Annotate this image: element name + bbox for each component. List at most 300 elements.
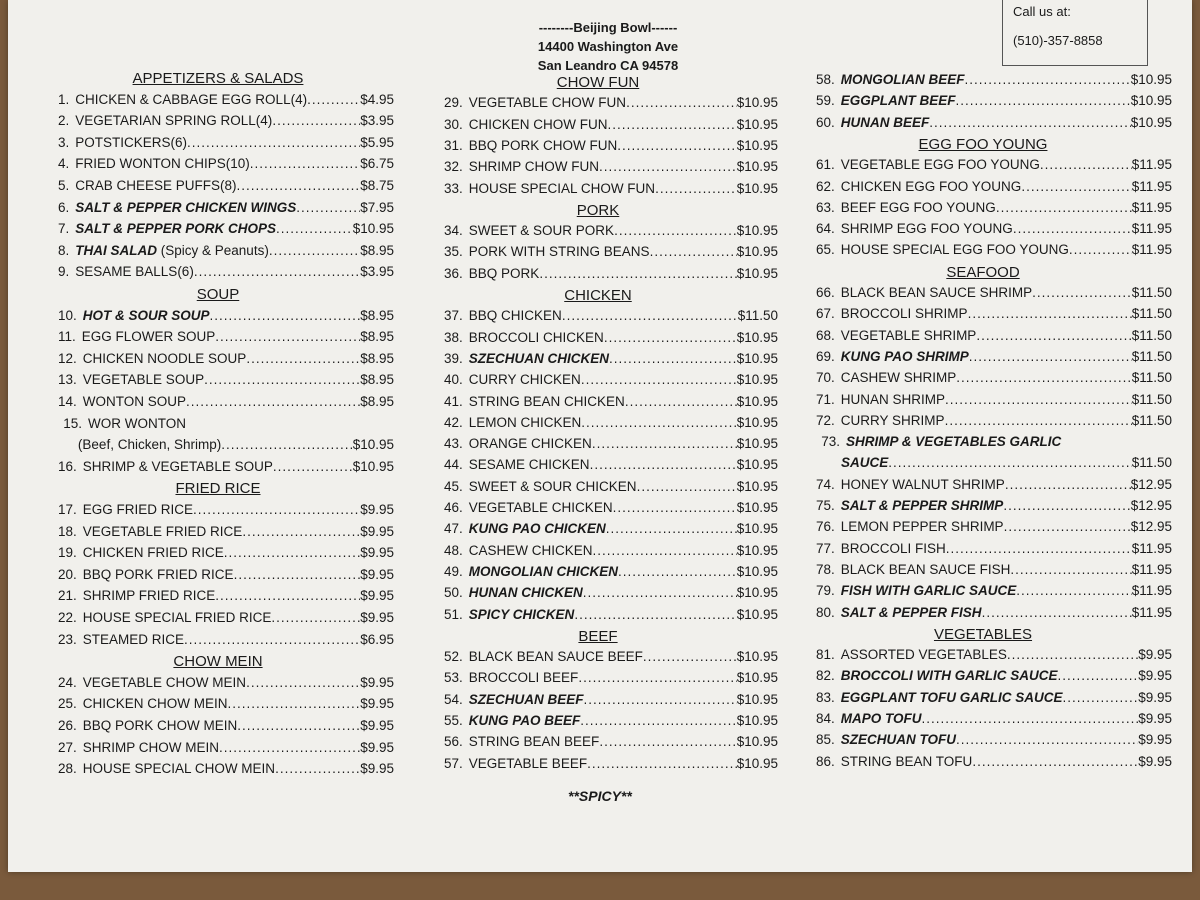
menu-item <box>816 242 1172 257</box>
item-number: 21. <box>58 588 77 604</box>
item-number: 65. <box>816 242 835 258</box>
item-number: 80. <box>816 604 835 620</box>
item-name: SZECHUAN TOFU <box>840 732 957 748</box>
dot-leader <box>574 607 736 622</box>
item-price: $10.95 <box>736 159 778 175</box>
item-name: HUNAN BEEF <box>840 114 930 130</box>
item-price: $11.50 <box>1131 412 1172 428</box>
item-name: VEGETABLE CHOW MEIN <box>82 674 247 690</box>
item-price: $10.95 <box>1130 114 1172 130</box>
section-title: BEEF <box>578 627 618 645</box>
item-name: MONGOLIAN CHICKEN <box>468 563 619 579</box>
menu-item <box>58 437 394 452</box>
dot-leader <box>296 200 360 215</box>
item-name: BROCCOLI CHICKEN <box>468 329 604 345</box>
menu-item <box>816 115 1172 130</box>
dot-leader <box>956 370 1131 385</box>
menu-item <box>816 72 1172 87</box>
menu-item <box>444 181 778 196</box>
menu-item <box>58 113 394 128</box>
menu-item <box>58 243 394 258</box>
item-name: CURRY CHICKEN <box>468 372 581 388</box>
item-name: CHICKEN EGG FOO YOUNG <box>840 178 1022 194</box>
item-number: 16. <box>58 458 77 474</box>
dot-leader <box>1069 242 1132 257</box>
item-name: SZECHUAN BEEF <box>468 691 584 707</box>
item-number: 51. <box>444 606 463 622</box>
item-number: 49. <box>444 563 463 579</box>
menu-item <box>58 740 394 755</box>
dot-leader <box>215 329 360 344</box>
menu-item <box>58 200 394 215</box>
dot-leader <box>307 92 360 107</box>
dot-leader <box>637 479 737 494</box>
item-name: SHRIMP & VEGETABLES GARLIC <box>846 434 1062 450</box>
section-title: CHOW FUN <box>556 74 640 91</box>
item-price: $11.95 <box>1131 221 1172 237</box>
dot-leader <box>1021 179 1131 194</box>
menu-item <box>444 244 778 259</box>
menu-item <box>816 562 1172 577</box>
item-price: $10.95 <box>736 137 778 153</box>
dot-leader <box>614 223 737 238</box>
item-name: BLACK BEAN SAUCE BEEF <box>468 649 643 665</box>
item-number: 64. <box>816 221 835 237</box>
dot-leader <box>219 740 360 755</box>
item-price: $11.95 <box>1131 199 1172 215</box>
item-price: $8.95 <box>360 307 394 323</box>
item-number: 54. <box>444 691 463 707</box>
item-number: 35. <box>444 244 463 260</box>
item-price: $12.95 <box>1130 498 1172 513</box>
item-name: STRING BEAN CHICKEN <box>468 393 625 409</box>
dot-leader <box>968 306 1132 321</box>
menu-item <box>444 223 778 238</box>
item-price: $10.95 <box>736 542 778 558</box>
address-line-1: 14400 Washington Ave <box>537 39 679 54</box>
menu-item <box>444 734 778 749</box>
item-price: $6.75 <box>360 156 394 172</box>
item-price: $10.95 <box>736 606 778 622</box>
dot-leader <box>237 718 360 733</box>
item-name: FISH WITH GARLIC SAUCE <box>840 583 1017 599</box>
item-number: 59. <box>816 93 835 109</box>
menu-item <box>444 564 778 579</box>
item-number: 22. <box>58 610 77 625</box>
item-name: EGG FLOWER SOUP <box>81 329 216 345</box>
item-price: $5.95 <box>360 134 394 150</box>
item-price: $10.95 <box>736 585 778 601</box>
menu-item <box>58 524 394 539</box>
item-price: $9.95 <box>360 696 394 712</box>
item-price: $9.95 <box>360 610 394 625</box>
item-number: 17. <box>58 502 77 517</box>
item-number: 37. <box>444 308 463 324</box>
item-name: FRIED WONTON CHIPS(10) <box>75 156 250 172</box>
section-title: SEAFOOD <box>946 263 1020 281</box>
item-price: $11.50 <box>1131 370 1172 386</box>
menu-item <box>444 457 778 472</box>
item-price: $9.95 <box>360 588 394 604</box>
dot-leader <box>1058 668 1139 683</box>
dot-leader <box>626 95 737 110</box>
item-number: 12. <box>58 350 77 366</box>
item-name: WOR WONTON <box>88 415 186 431</box>
item-name: CRAB CHEESE PUFFS(8) <box>75 178 237 193</box>
item-name: CHICKEN FRIED RICE <box>82 545 224 561</box>
dot-leader <box>996 200 1132 215</box>
dot-leader <box>578 670 736 685</box>
dot-leader <box>184 632 360 647</box>
item-price: $11.50 <box>1131 348 1172 364</box>
item-name: SALT & PEPPER CHICKEN WINGS <box>75 199 297 215</box>
dot-leader <box>246 675 360 690</box>
item-name: SALT & PEPPER FISH <box>840 604 982 620</box>
item-name: SHRIMP EGG FOO YOUNG <box>840 221 1013 237</box>
item-price: $10.95 <box>736 734 778 750</box>
item-price: $10.95 <box>736 95 778 111</box>
dot-leader <box>1004 519 1131 534</box>
dot-leader <box>599 734 736 749</box>
menu-item <box>444 372 778 387</box>
menu-item <box>58 221 394 236</box>
dot-leader <box>888 455 1131 470</box>
item-number: 2. <box>58 113 70 129</box>
item-number: 5. <box>58 178 70 193</box>
item-number: 41. <box>444 393 463 409</box>
item-name: BBQ PORK <box>468 265 540 281</box>
item-price: $11.50 <box>1131 391 1172 407</box>
menu-item <box>816 519 1172 534</box>
menu-item <box>444 95 778 110</box>
section-title: EGG FOO YOUNG <box>918 135 1048 153</box>
item-price: $8.95 <box>360 329 394 345</box>
restaurant-header <box>478 18 738 75</box>
item-name: HOUSE SPECIAL CHOW MEIN <box>82 761 276 777</box>
item-name: SPICY CHICKEN <box>468 606 575 622</box>
item-price: $10.95 <box>736 500 778 515</box>
item-name: SWEET & SOUR PORK <box>468 223 615 239</box>
item-name: HOUSE SPECIAL EGG FOO YOUNG <box>840 242 1069 258</box>
item-number: 62. <box>816 178 835 194</box>
item-price: $6.95 <box>360 631 394 647</box>
item-name: BROCCOLI SHRIMP <box>840 306 968 322</box>
item-price: $11.50 <box>1131 306 1172 322</box>
item-price: $9.95 <box>1138 647 1172 663</box>
item-name: HOUSE SPECIAL CHOW FUN <box>468 180 656 196</box>
dot-leader <box>539 266 736 281</box>
item-price: $3.95 <box>360 113 394 129</box>
menu-item <box>58 372 394 387</box>
item-number: 82. <box>816 668 835 684</box>
dot-leader <box>583 585 737 600</box>
item-name: BLACK BEAN SAUCE FISH <box>840 561 1011 577</box>
dot-leader <box>655 181 737 196</box>
spicy-note: **SPICY** <box>568 788 632 804</box>
item-number: 83. <box>816 689 835 705</box>
dot-leader <box>946 541 1132 556</box>
item-number: 1. <box>58 91 70 107</box>
dot-leader <box>650 244 737 259</box>
dot-leader <box>956 93 1131 108</box>
item-name: SESAME CHICKEN <box>468 457 590 473</box>
menu-item <box>444 394 778 409</box>
item-price: $9.95 <box>360 566 394 582</box>
item-number: 24. <box>58 674 77 690</box>
item-number: 78. <box>816 561 835 577</box>
item-number: 58. <box>816 72 835 87</box>
dot-leader <box>972 754 1138 769</box>
item-price: $10.95 <box>736 436 778 452</box>
item-price: $9.95 <box>360 502 394 517</box>
menu-item <box>816 306 1172 321</box>
dot-leader <box>606 521 737 536</box>
menu-item <box>444 521 778 536</box>
item-name: CHICKEN CHOW MEIN <box>82 696 228 712</box>
dot-leader <box>956 732 1138 747</box>
item-number: 10. <box>58 307 77 323</box>
call-box <box>1002 0 1148 66</box>
menu-item <box>816 157 1172 172</box>
item-number: 30. <box>444 116 463 132</box>
dot-leader <box>1005 477 1131 492</box>
menu-item <box>58 696 394 711</box>
item-price: $9.95 <box>360 761 394 777</box>
item-number: 53. <box>444 670 463 686</box>
dot-leader <box>194 264 360 279</box>
menu-item <box>816 370 1172 385</box>
item-price: $10.95 <box>736 649 778 665</box>
menu-item <box>444 479 778 494</box>
section-title: CHICKEN <box>564 287 632 304</box>
dot-leader <box>922 711 1139 726</box>
item-price: $9.95 <box>1138 753 1172 769</box>
item-number: 15. <box>63 415 82 431</box>
item-number: 66. <box>816 285 835 300</box>
dot-leader <box>276 221 353 236</box>
item-name: POTSTICKERS(6) <box>75 134 188 150</box>
dot-leader <box>592 436 737 451</box>
item-price: $11.95 <box>1131 604 1172 620</box>
item-price: $11.50 <box>1131 327 1172 343</box>
menu-item <box>58 92 394 107</box>
dot-leader <box>224 545 360 560</box>
dot-leader <box>187 135 360 150</box>
item-name: VEGETABLE BEEF <box>468 755 588 771</box>
item-price: $10.95 <box>736 372 778 388</box>
item-number: 40. <box>444 372 463 388</box>
item-number: 52. <box>444 649 463 665</box>
item-number: 20. <box>58 566 77 582</box>
menu-item <box>444 670 778 685</box>
item-number: 48. <box>444 542 463 558</box>
menu-item <box>816 732 1172 747</box>
dot-leader <box>976 328 1131 343</box>
item-name: EGGPLANT TOFU GARLIC SAUCE <box>840 689 1063 705</box>
menu-item <box>816 583 1172 598</box>
menu-item <box>58 588 394 603</box>
menu-item <box>816 179 1172 194</box>
section-title: PORK <box>576 201 620 219</box>
menu-item <box>58 761 394 776</box>
section-title: APPETIZERS & SALADS <box>132 70 304 87</box>
dot-leader <box>242 524 360 539</box>
item-price: $11.95 <box>1131 540 1172 556</box>
dot-leader <box>593 543 737 558</box>
dot-leader <box>1003 498 1130 513</box>
item-name: HOUSE SPECIAL FRIED RICE <box>82 610 272 625</box>
item-number: 11. <box>58 329 76 345</box>
menu-item <box>58 308 394 323</box>
item-name: CHICKEN CHOW FUN <box>468 116 608 132</box>
menu-item <box>816 200 1172 215</box>
dot-leader <box>250 156 360 171</box>
item-number: 25. <box>58 696 77 712</box>
item-price: $9.95 <box>360 545 394 561</box>
dot-leader <box>1063 690 1139 705</box>
item-name: HOT & SOUR SOUP <box>82 307 210 323</box>
item-price: $10.95 <box>352 458 394 474</box>
item-name: BBQ PORK CHOW FUN <box>468 137 618 153</box>
item-price: $10.95 <box>736 670 778 686</box>
item-number: 70. <box>816 370 835 386</box>
item-number: 13. <box>58 372 77 388</box>
item-name: SAUCE <box>840 455 889 471</box>
dot-leader <box>618 564 737 579</box>
menu-item <box>58 567 394 582</box>
menu-item <box>444 607 778 622</box>
item-name: BBQ CHICKEN <box>468 308 562 324</box>
menu-item <box>58 502 394 517</box>
dot-leader <box>275 761 360 776</box>
item-number: 26. <box>58 718 77 733</box>
item-name: BBQ PORK CHOW MEIN <box>82 718 238 733</box>
item-number: 43. <box>444 436 463 452</box>
dot-leader <box>580 713 736 728</box>
item-price: $10.95 <box>736 116 778 132</box>
dot-leader <box>237 178 361 193</box>
item-name: CURRY SHRIMP <box>840 412 945 428</box>
item-number: 29. <box>444 95 463 111</box>
item-name: BROCCOLI WITH GARLIC SAUCE <box>840 668 1058 684</box>
item-number: 46. <box>444 500 463 515</box>
menu-item <box>58 329 394 344</box>
item-price: $10.95 <box>1130 72 1172 87</box>
menu-item <box>58 545 394 560</box>
dot-leader <box>1016 583 1131 598</box>
item-price: $10.95 <box>352 437 394 453</box>
menu-item <box>444 159 778 174</box>
item-price: $9.95 <box>1138 711 1172 726</box>
dot-leader <box>945 392 1132 407</box>
item-price: $10.95 <box>736 350 778 366</box>
dot-leader <box>234 567 361 582</box>
item-number: 44. <box>444 457 463 473</box>
item-number: 60. <box>816 114 835 130</box>
section-title: SOUP <box>196 286 240 303</box>
item-number: 67. <box>816 306 835 322</box>
menu-item <box>444 266 778 281</box>
item-number: 7. <box>58 221 70 237</box>
dot-leader <box>625 394 737 409</box>
item-price: $10.95 <box>1130 93 1172 109</box>
item-name: VEGETABLE CHOW FUN <box>468 95 627 111</box>
menu-item <box>816 285 1172 300</box>
item-name: VEGETABLE CHICKEN <box>468 500 613 515</box>
menu-item <box>816 605 1172 620</box>
item-name: KUNG PAO SHRIMP <box>840 348 969 364</box>
item-number: 4. <box>58 156 70 172</box>
dot-leader <box>562 308 738 323</box>
item-name: SZECHUAN CHICKEN <box>468 350 610 366</box>
item-price: $7.95 <box>360 199 394 215</box>
item-price: $8.75 <box>360 178 394 193</box>
item-price: $10.95 <box>736 713 778 728</box>
dot-leader <box>246 351 360 366</box>
item-name: EGG FRIED RICE <box>82 502 194 517</box>
menu-item <box>816 498 1172 513</box>
item-price: $9.95 <box>1138 668 1172 684</box>
item-name: SESAME BALLS(6) <box>75 264 194 280</box>
item-price: $9.95 <box>1138 689 1172 705</box>
item-price: $8.95 <box>360 394 394 409</box>
menu-item <box>444 415 778 430</box>
item-price: $9.95 <box>360 739 394 755</box>
item-price: $11.50 <box>737 308 778 324</box>
menu-item <box>58 459 394 474</box>
dot-leader <box>617 138 736 153</box>
item-name: VEGETABLE SHRIMP <box>840 327 977 343</box>
menu-item <box>816 455 1172 470</box>
item-price: $9.95 <box>360 523 394 539</box>
item-number: 18. <box>58 523 77 539</box>
item-price: $10.95 <box>736 457 778 473</box>
item-name: EGGPLANT BEEF <box>840 93 956 109</box>
menu-item <box>58 718 394 733</box>
item-price: $10.95 <box>736 265 778 281</box>
item-name: SALT & PEPPER SHRIMP <box>840 498 1004 513</box>
menu-item <box>444 138 778 153</box>
item-number: 76. <box>816 519 835 535</box>
item-price: $11.50 <box>1131 455 1172 471</box>
item-name: ORANGE CHICKEN <box>468 436 592 452</box>
dot-leader <box>982 605 1132 620</box>
section-title: FRIED RICE <box>175 480 261 498</box>
item-price: $10.95 <box>736 691 778 707</box>
menu-item <box>58 156 394 171</box>
dot-leader <box>609 351 737 366</box>
dot-leader <box>221 437 352 452</box>
item-name: KUNG PAO BEEF <box>468 713 581 728</box>
item-number: 74. <box>816 476 835 492</box>
item-number: 79. <box>816 583 835 599</box>
item-number: 81. <box>816 647 835 663</box>
item-name: THAI SALAD <box>75 242 158 258</box>
dot-leader <box>272 113 360 128</box>
item-name: STEAMED RICE <box>82 631 185 647</box>
item-name: BEEF EGG FOO YOUNG <box>840 199 996 215</box>
item-price: $4.95 <box>360 91 394 107</box>
menu-item <box>444 713 778 728</box>
item-number: 27. <box>58 739 77 755</box>
dot-leader <box>613 500 737 515</box>
item-number: 55. <box>444 713 463 728</box>
item-number: 42. <box>444 414 463 430</box>
phone-number: (510)-357-8858 <box>1013 33 1103 48</box>
item-name: HUNAN SHRIMP <box>840 391 946 407</box>
dot-leader <box>1007 647 1138 662</box>
dot-leader <box>599 159 737 174</box>
